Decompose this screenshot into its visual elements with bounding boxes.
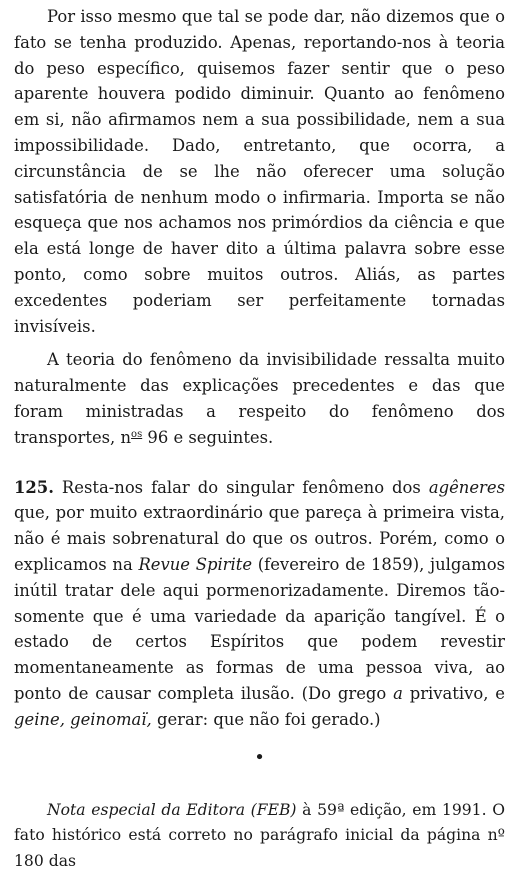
paragraph-1: Por isso mesmo que tal se pode dar, não dizemos que o fato se tenha produzido. Apenas, reportando-nos à teoria do peso específico, quisemos fazer sentir que o peso aparente houvera podido diminuir. Quanto ao fenômeno em si, não afirmamos nem a sua possibilidade, nem a sua impossibilidade. Dado, entretanto, que ocorra, a circunstância de se lhe não oferecer uma solução satisfatória de nenhum modo o infirmaria. Importa se não esqueça que nos achamos nos primórdios da ciência e que ela está longe de haver dito a última palavra sobre esse ponto, como sobre muitos outros. Aliás, as partes excedentes poderiam ser perfeitamente tornadas invisíveis. [14,7,505,336]
paragraph-2 [14,347,505,450]
paragraph-125-text-b: que, por muito extraordinário que pareça à primeira vista, não é mais sobrenatural do que os outros. Porém, como o explicamos na [14,503,505,574]
term-agenere: agêneres [428,477,505,497]
paragraph-2-text-end: 96 e seguintes. [142,427,274,447]
title-revue-spirite: Revue Spirite [138,554,253,574]
paragraph-2-superscript: os [131,428,143,440]
editor-note-label: Nota especial da Editora (FEB) [47,800,297,819]
paragraph-125 [14,475,505,733]
editor-note-text: à 59ª edição, em 1991. O fato histórico está correto no parágrafo inicial da página nº 180 das [14,800,505,871]
paragraph-125-text-e: gerar: que não foi gerado.) [151,709,381,729]
section-separator [14,745,505,771]
greek-words: geine, geinomaï, [14,709,152,729]
paragraph-2-text: A teoria do fenômeno da invisibilidade ressalta muito naturalmente das explicações precedentes e das que foram ministradas a respeito do fenômeno dos transportes, n [14,350,505,447]
paragraph-125-text-d: privativo, e [402,683,506,703]
editor-note [14,798,505,875]
item-number: 125. [14,477,54,497]
paragraph-125-text-c: (fevereiro de 1859), julgamos inútil tratar dele aqui pormenorizadamente. Diremos tão-somente que é uma variedade da aparição tangível. É o estado de certos Espíritos que podem revestir momentaneamente as formas de uma pessoa viva, ao ponto de causar completa ilusão. (Do grego [14,554,505,703]
bullet-icon: • [254,746,265,768]
paragraph-125-text-a: Resta-nos falar do singular fenômeno dos [53,477,429,497]
greek-prefix: a [393,683,403,703]
